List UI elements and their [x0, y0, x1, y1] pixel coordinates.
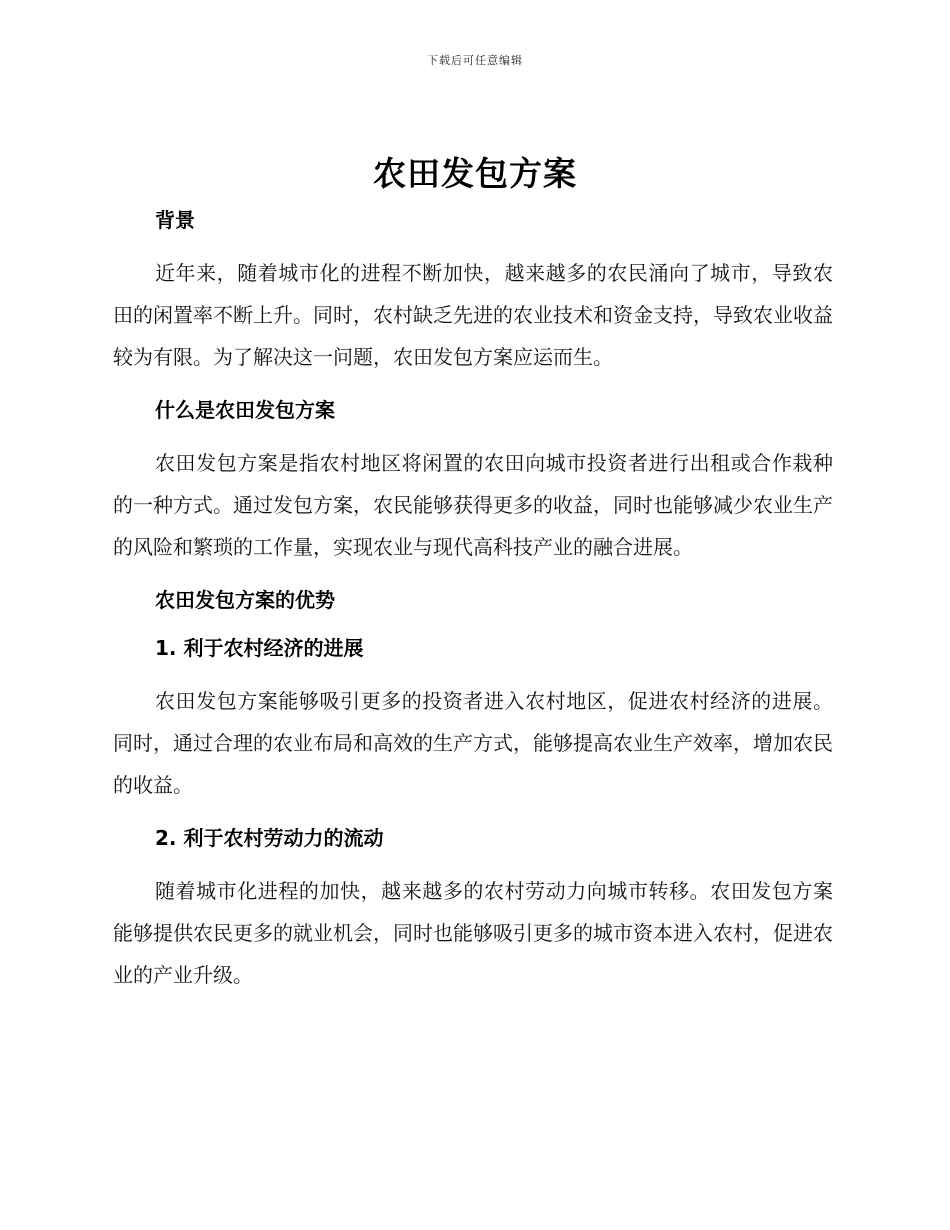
paragraph-what-is: 农田发包方案是指农村地区将闲置的农田向城市投资者进行出租或合作栽种的一种方式。通过发包方案，农民能够获得更多的收益，同时也能够减少农业生产的风险和繁琐的工作量，实现农业与现代高科技产业的融合进展。	[113, 451, 833, 559]
paragraph-advantage-2: 随着城市化进程的加快，越来越多的农村劳动力向城市转移。农田发包方案能够提供农民更多的就业机会，同时也能够吸引更多的城市资本进入农村，促进农业的产业升级。	[113, 879, 833, 987]
header-note: 下载后可任意编辑	[427, 54, 523, 67]
section-heading-advantages: 农田发包方案的优势	[155, 588, 335, 612]
section-heading-background: 背景	[155, 208, 195, 232]
section-heading-what-is: 什么是农田发包方案	[155, 398, 335, 422]
paragraph-background: 近年来，随着城市化的进程不断加快，越来越多的农民涌向了城市，导致农田的闲置率不断上升。同时，农村缺乏先进的农业技术和资金支持，导致农业收益较为有限。为了解决这一问题，农田发包方案应运而生。	[113, 261, 833, 369]
document-title: 农田发包方案	[373, 154, 577, 193]
paragraph-advantage-1: 农田发包方案能够吸引更多的投资者进入农村地区，促进农村经济的进展。同时，通过合理的农业布局和高效的生产方式，能够提高农业生产效率，增加农民的收益。	[113, 689, 833, 797]
document-body	[113, 204, 833, 996]
subsection-heading-advantage-1: 1. 利于农村经济的进展	[155, 636, 364, 660]
subsection-heading-advantage-2: 2. 利于农村劳动力的流动	[155, 826, 384, 850]
